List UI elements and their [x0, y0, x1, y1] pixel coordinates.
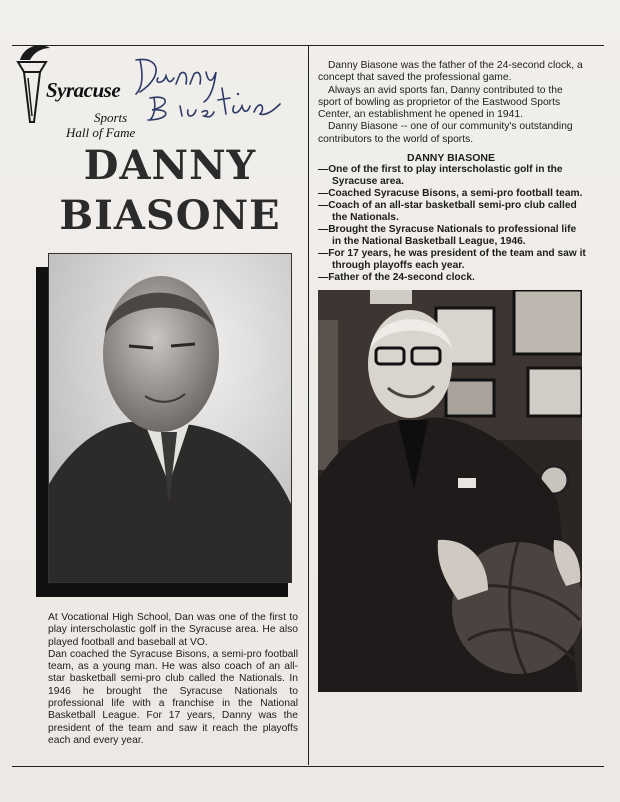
- title-first-name: DANNY: [83, 142, 257, 189]
- office-photo-with-basketball: [318, 290, 582, 692]
- hall-of-fame-logo: [10, 38, 150, 140]
- logo-hall-of-fame: Hall of Fame: [66, 125, 136, 140]
- paragraph: Dan coached the Syracuse Bisons, a semi-pro football team, as a young man. He was also coach of an all-star basketball semi-pro club called the Nationals. In 1946 he brought the Syracuse Nationals to professional life with a franchise in the National Basketball League. For 17 years, Danny was the president of the team and saw it reach the playoffs each and every year.: [48, 648, 298, 746]
- logo-sports: Sports: [94, 110, 128, 125]
- column-divider: [308, 45, 309, 765]
- autograph-signature: [130, 48, 300, 123]
- biography-left: [48, 612, 298, 747]
- portrait-photo: [48, 253, 292, 583]
- list-item: —Coach of an all-star basketball semi-pro club called the Nationals.: [318, 200, 577, 223]
- biography-right: [318, 60, 584, 146]
- paragraph: At Vocational High School, Dan was one of the first to play interscholastic golf in the Syracuse area. He also played football and baseball at VO.: [48, 612, 298, 648]
- list-item: —One of the first to play interscholastic golf in the Syracuse area.: [318, 164, 563, 187]
- title-last-name: BIASONE: [59, 192, 281, 239]
- list-item: —For 17 years, he was president of the team and saw it through playoffs each year.: [318, 248, 586, 271]
- paragraph: Always an avid sports fan, Danny contributed to the sport of bowling as proprietor of the Eastwood Sports Center, an establishment he opened in 1941.: [318, 84, 563, 121]
- list-item: —Coached Syracuse Bisons, a semi-pro football team.: [318, 188, 583, 199]
- facts-list: [318, 164, 586, 284]
- paragraph: Danny Biasone was the father of the 24-second clock, a concept that saved the professional game.: [318, 60, 583, 84]
- list-item: —Father of the 24-second clock.: [318, 272, 475, 283]
- paragraph: Danny Biasone -- one of our community's outstanding contributors to the world of sports.: [318, 121, 573, 145]
- list-item: —Brought the Syracuse Nationals to professional life in the National Basketball League, 1946.: [318, 224, 577, 247]
- facts-heading: DANNY BIASONE: [407, 152, 495, 164]
- logo-syracuse: Syracuse: [46, 78, 121, 102]
